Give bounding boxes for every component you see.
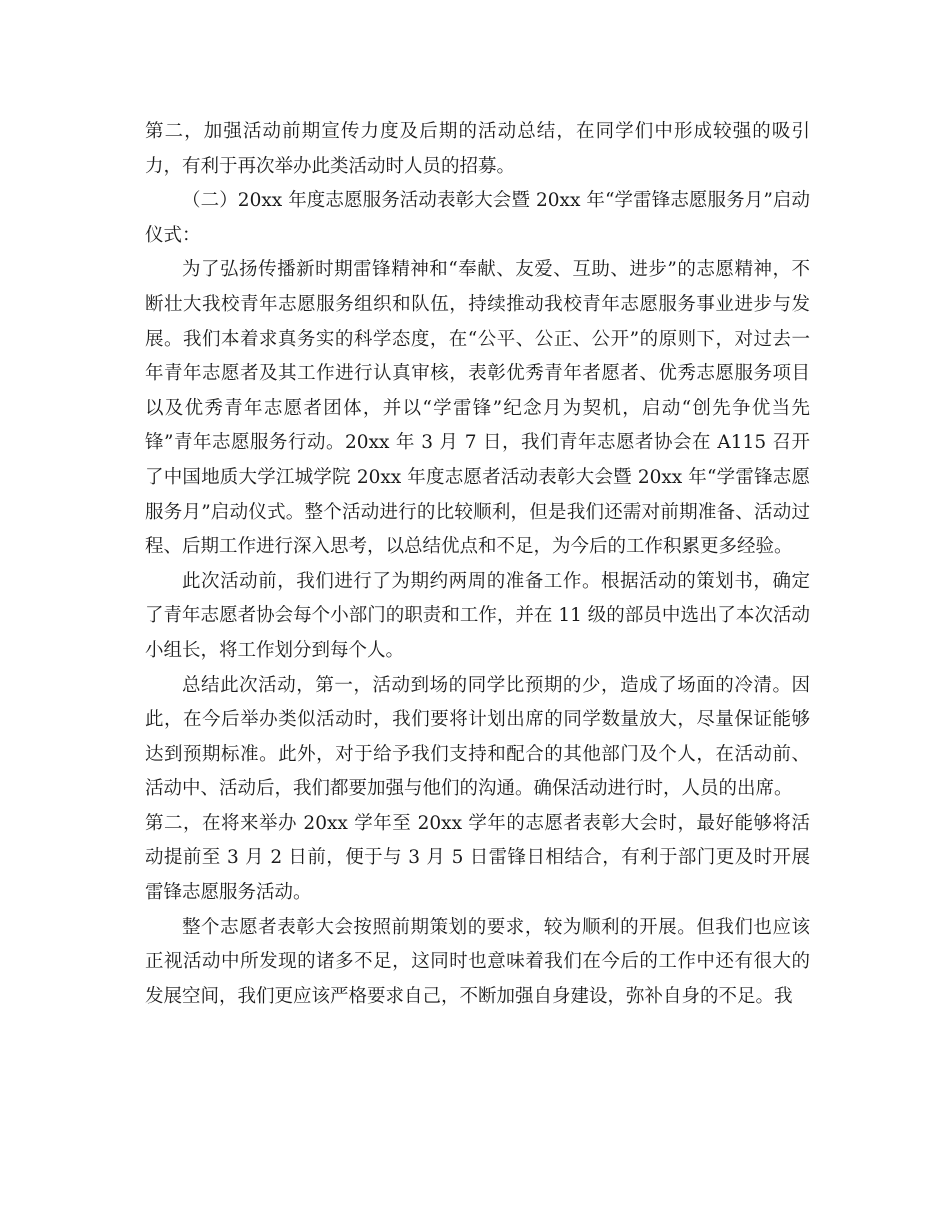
paragraph-7: 整个志愿者表彰大会按照前期策划的要求，较为顺利的开展。但我们也应该正视活动中所发现的诸多不足，这同时也意味着我们在今后的工作中还有很大的发展空间，我们更应该严格要求自己，不断加强自身建设，弥补自身的不足。我 [145,916,810,1007]
paragraph-6: 第二，在将来举办 20xx 学年至 20xx 学年的志愿者表彰大会时，最好能够将活动提前至 3 月 2 日前，便于与 3 月 5 日雷锋日相结合，有利于部门更及时开展雷锋志愿服务活动。 [145,812,810,904]
paragraph-2: （二）20xx 年度志愿服务活动表彰大会暨 20xx 年“学雷锋志愿服务月”启动仪式： [145,190,810,246]
paragraph-4: 此次活动前，我们进行了为期约两周的准备工作。根据活动的策划书，确定了青年志愿者协会每个小部门的职责和工作，并在 11 级的部员中选出了本次活动小组长，将工作划分到每个人。 [145,570,810,661]
paragraph-3: 为了弘扬传播新时期雷锋精神和“奉献、友爱、互助、进步”的志愿精神，不断壮大我校青年志愿服务组织和队伍，持续推动我校青年志愿服务事业进步与发展。我们本着求真务实的科学态度，在“公平、公正、公开”的原则下，对过去一年青年志愿者及其工作进行认真审核，表彰优秀青年者愿者、优秀志愿服务项目以及优秀青年志愿者团体，并以“学雷锋”纪念月为契机，启动“创先争优当先锋”青年志愿服务行动。20xx 年 3 月 7 日，我们青年志愿者协会在 A115 召开了中国地质大学江城学院 20xx 年度志愿者活动表彰大会暨 20xx 年“学雷锋志愿服务月”启动仪式。整个活动进行的比较顺利，但是我们还需对前期准备、活动过程、后期工作进行深入思考，以总结优点和不足，为今后的工作积累更多经验。 [145,259,810,558]
paragraph-5: 总结此次活动，第一，活动到场的同学比预期的少，造成了场面的冷清。因此，在今后举办类似活动时，我们要将计划出席的同学数量放大，尽量保证能够达到预期标准。此外，对于给予我们支持和配合的其他部门及个人，在活动前、活动中、活动后，我们都要加强与他们的沟通。确保活动进行时，人员的出席。 [145,674,810,800]
paragraph-1: 第二，加强活动前期宣传力度及后期的活动总结，在同学们中形成较强的吸引力，有利于再次举办此类活动时人员的招募。 [145,121,810,177]
document-body [145,115,810,1014]
